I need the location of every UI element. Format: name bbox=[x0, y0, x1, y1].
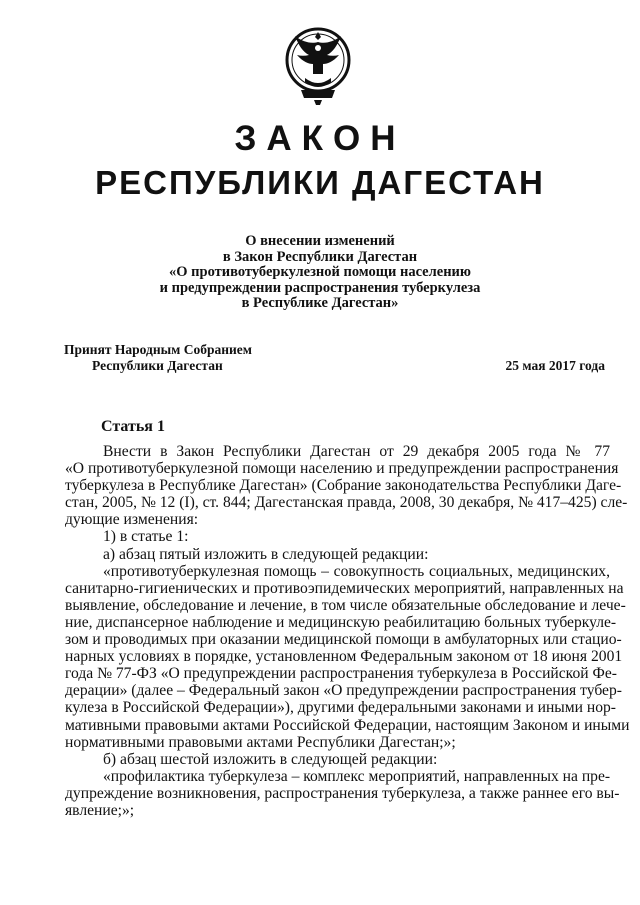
text-line: выявление, обследование и лечение, в том числе обязательные обследование и лече- bbox=[65, 596, 626, 614]
adoption-date: 25 мая 2017 года bbox=[505, 358, 605, 373]
law-subject bbox=[0, 234, 640, 312]
text-line: «О противотуберкулезной помощи населению и предупреждении распространения bbox=[65, 460, 619, 478]
text-line: года № 77-ФЗ «О предупреждении распространения туберкулеза в Российской Фе- bbox=[65, 665, 617, 683]
coat-of-arms-emblem bbox=[283, 22, 353, 106]
text-line: кулеза в Российской Федерации»), другими федеральными законами и иными нор- bbox=[65, 699, 617, 717]
article-body bbox=[65, 443, 630, 819]
text-line: «профилактика туберкулеза – комплекс мероприятий, направленных на пре- bbox=[103, 767, 611, 785]
text-line: «противотуберкулезная помощь – совокупность социальных, медицинских, bbox=[103, 562, 610, 580]
text-line: стан, 2005, № 12 (I), ст. 844; Дагестанская правда, 2008, 30 декабря, № 417–425) сле- bbox=[65, 494, 628, 512]
text-line: дующие изменения: bbox=[65, 511, 199, 529]
subject-line: в Закон Республики Дагестан bbox=[222, 248, 418, 265]
subject-line: в Республике Дагестан» bbox=[241, 295, 399, 311]
text-line: 1) в статье 1: bbox=[103, 528, 189, 546]
article-heading: Статья 1 bbox=[101, 418, 165, 435]
subject-line: «О противотуберкулезной помощи населению bbox=[169, 264, 471, 280]
text-line: дерации» (далее – Федеральный закон «О предупреждении распространения тубер- bbox=[65, 682, 622, 700]
text-line: нормативными правовыми актами Республики Дагестан;»; bbox=[65, 733, 456, 751]
text-line: явление;»; bbox=[65, 801, 135, 819]
adoption-note bbox=[64, 342, 252, 374]
text-line: а) абзац пятый изложить в следующей редакции: bbox=[103, 545, 429, 563]
text-line: б) абзац шестой изложить в следующей редакции: bbox=[103, 750, 438, 768]
text-line: мативными правовыми актами Российской Федерации, настоящим Законом и иными bbox=[65, 716, 630, 734]
law-title: ЗАКОН bbox=[234, 119, 406, 158]
adoption-line-1: Принят Народным Собранием bbox=[64, 342, 252, 357]
subject-line: О внесении изменений bbox=[245, 233, 395, 249]
republic-name: РЕСПУБЛИКИ ДАГЕСТАН bbox=[95, 164, 545, 201]
text-line: дупреждение возникновения, распространения туберкулеза, а также раннее его вы- bbox=[65, 784, 620, 802]
subject-line: и предупреждении распространения туберкулеза bbox=[159, 279, 481, 296]
text-line: санитарно-гигиенических и противоэпидемических мероприятий, направленных на bbox=[65, 579, 624, 597]
adoption-line-2: Республики Дагестан bbox=[92, 358, 223, 373]
text-line: нарных условиях в порядке, установленном Федеральным законом от 18 июня 2001 bbox=[65, 648, 623, 666]
text-line: зом и проводимых при оказании медицинской помощи в амбулаторных или стацио- bbox=[65, 631, 622, 649]
text-line: ние, диспансерное наблюдение и медицинскую реабилитацию больных туберкуле- bbox=[65, 613, 617, 631]
text-line: туберкулеза в Республике Дагестан» (Собрание законодательства Республики Даге- bbox=[65, 477, 622, 495]
text-line: Внести в Закон Республики Дагестан от 29 декабря 2005 года № 77 bbox=[103, 443, 610, 460]
